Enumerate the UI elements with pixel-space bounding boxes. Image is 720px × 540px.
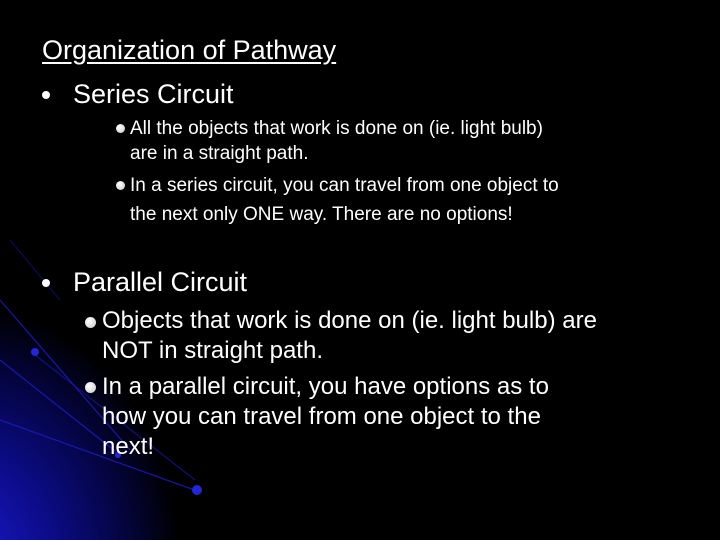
point-line: next! (102, 433, 155, 460)
bullet-dot-icon (116, 124, 125, 133)
point-line: All the objects that work is done on (ie. light bulb) (130, 118, 543, 139)
point-line: In a parallel circuit, you have options as to (102, 373, 549, 400)
point-line: In a series circuit, you can travel from one object to (130, 175, 559, 196)
bullet-dot-icon (85, 382, 96, 393)
bullet-dot-icon (116, 181, 125, 190)
point-line: are in a straight path. (130, 143, 309, 164)
bullet-dot-icon (42, 279, 50, 287)
point-line: NOT in straight path. (102, 337, 323, 364)
section-heading: Parallel Circuit (73, 267, 248, 297)
section-heading: Series Circuit (73, 79, 234, 109)
point-line: Objects that work is done on (ie. light bulb) are (102, 307, 597, 334)
point-line: the next only ONE way. There are no options! (130, 204, 513, 225)
slide-title: Organization of Pathway (42, 35, 337, 65)
bullet-dot-icon (85, 317, 96, 328)
bullet-dot-icon (42, 91, 50, 99)
point-line: how you can travel from one object to the (102, 403, 541, 430)
